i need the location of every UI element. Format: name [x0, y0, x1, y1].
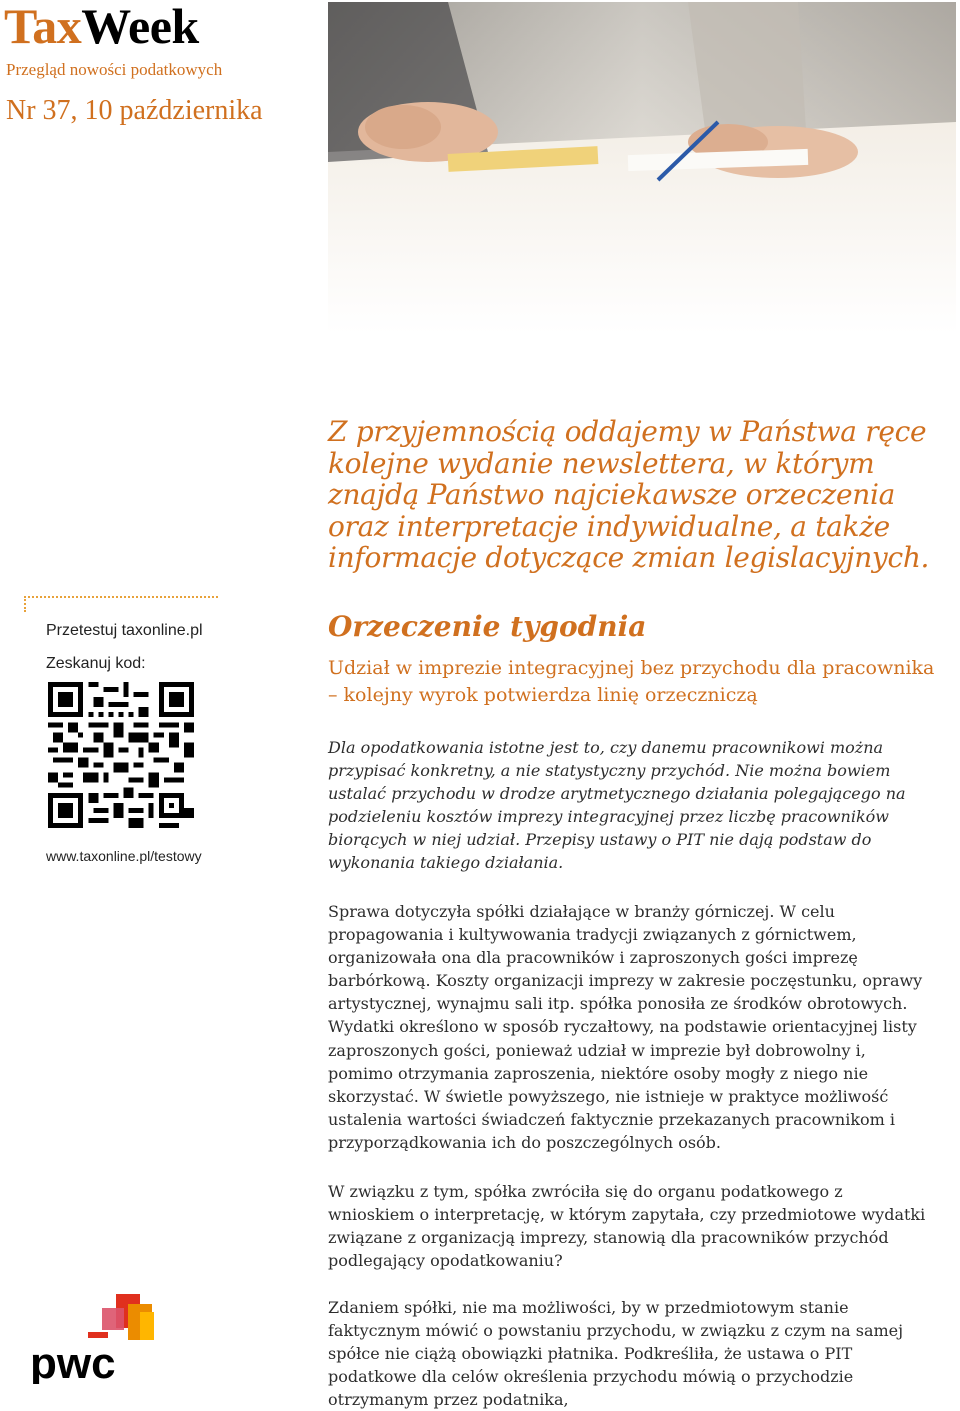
promo-url[interactable]: www.taxonline.pl/testowy	[46, 848, 202, 864]
brand-tax: Tax	[4, 0, 82, 54]
pwc-logo	[30, 1292, 160, 1384]
hero-photo	[328, 2, 956, 334]
brand-week: Week	[81, 0, 199, 54]
promo-try-label: Przetestuj taxonline.pl	[46, 622, 203, 639]
body-paragraph-2: W związku z tym, spółka zwróciła się do organu podatkowego z wnioskiem o interpretację, w którym zapytała, czy przedmiotowe wydatki związane z organizacją imprezy, stanowią dla pracowników przychód podlegający opodatkowaniu?	[328, 1182, 926, 1271]
tagline: Przegląd nowości podatkowych	[6, 60, 223, 79]
subtitle-line1: Udział w imprezie integracyjnej bez przychodu dla pracownika	[328, 657, 935, 679]
issue-number: Nr 37, 10 października	[6, 95, 263, 126]
body-paragraph-1: Sprawa dotyczyła spółki działające w branży górniczej. W celu propagowania i kultywowania tradycji związanych z górnictwem, organizowała ona dla pracowników i zaproszonych gości imprezę barbórkową. Koszty organizacji imprezy w zakresie poczęstunku, oprawy artystycznej, wynajmu sali itp. spółka ponosiła ze środków obrotowych. Wydatki określono w sposób ryczałtowy, na podstawie orientacyjnej listy zaproszonych gości, ponieważ udział w imprezie był dobrowolny i, pomimo otrzymania zaproszenia, niektóre osoby mogły z niego nie skorzystać. W świetle powyższego, nie istnieje w praktyce możliwość ustalenia wartości świadczeń faktycznie przekazanych pracownikom i przyporządkowania ich do poszczególnych osób.	[328, 902, 923, 1152]
promo-frame	[24, 596, 218, 612]
promo-scan-label: Zeskanuj kod:	[46, 655, 146, 672]
intro-text: Z przyjemnością oddajemy w Państwa ręce kolejne wydanie newslettera, w którym znajdą Państwo najciekawsze orzeczenia oraz interpretacje indywidualne, a także informacje dotyczące zmian legislacyjnych.	[328, 415, 930, 574]
section-title: Orzeczenie tygodnia	[328, 610, 647, 643]
pwc-logo-text: pwc	[30, 1339, 116, 1384]
section-subtitle	[328, 655, 938, 709]
qr-code[interactable]	[48, 682, 194, 828]
body-paragraph-3: Zdaniem spółki, nie ma możliwości, by w przedmiotowym stanie faktycznym mówić o powstaniu przychodu, w związku z czym na samej spółce nie ciążą obowiązki płatnika. Podkreśliła, że ustawa o PIT podatkowe dla celów określenia przychodu mówią o przychodzie otrzymanym przez podatnika,	[328, 1298, 904, 1410]
subtitle-line2: – kolejny wyrok potwierdza linię orzeczniczą	[328, 684, 758, 706]
lead-paragraph: Dla opodatkowania istotne jest to, czy danemu pracownikowi można przypisać konkretny, a nie statystyczny przychód. Nie można bowiem ustalać przychodu w drodze arytmetycznego działania polegającego na podzieleniu kosztów imprezy integracyjnej przez liczbę pracowników biorących w niej udział. Przepisy ustawy o PIT nie dają podstaw do wykonania takiego działania.	[328, 738, 906, 872]
brand-logo	[4, 0, 199, 52]
